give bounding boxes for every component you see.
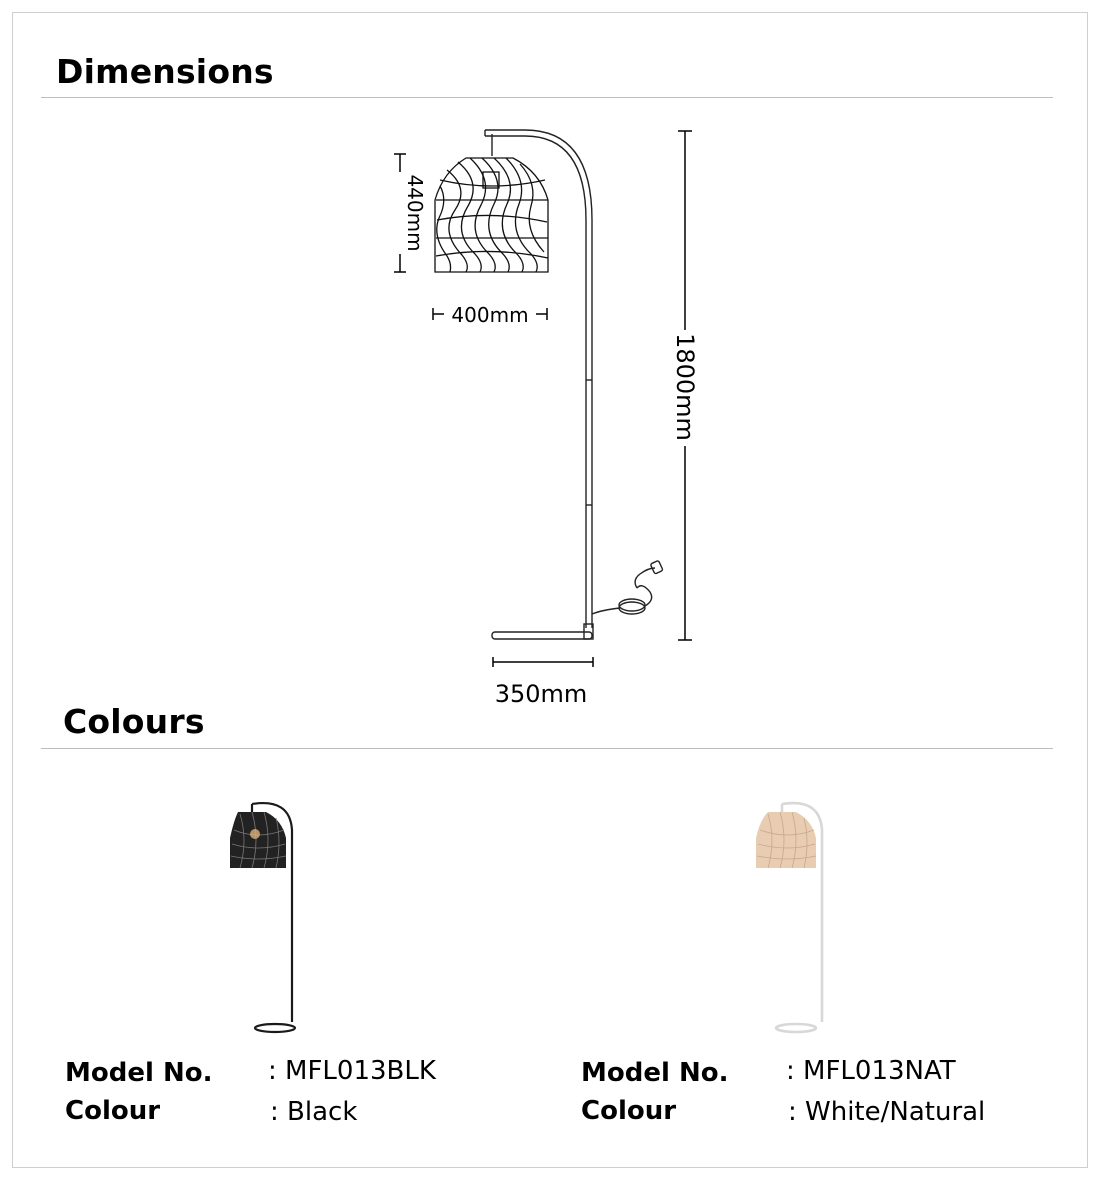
- variant-2-colour-value: : White/Natural: [788, 1097, 986, 1127]
- dimensions-heading: Dimensions: [56, 52, 274, 91]
- shade-height-label: 440mm: [403, 174, 427, 252]
- lamp-shade-drawing: [435, 158, 548, 272]
- colours-divider: [41, 748, 1053, 749]
- natural-lamp-image: [730, 790, 860, 1040]
- shade-width-label: 400mm: [451, 303, 529, 327]
- total-height-label: 1800mm: [671, 333, 699, 441]
- black-lamp-image: [200, 790, 330, 1040]
- variant-1-colour-value: : Black: [270, 1097, 358, 1127]
- lamp-stem-drawing: [485, 130, 663, 639]
- variant-1-model-value: : MFL013BLK: [268, 1056, 436, 1086]
- base-width-dimension: [493, 657, 593, 667]
- variant-1-colour-label: Colour: [65, 1096, 161, 1126]
- base-width-label: 350mm: [494, 680, 588, 708]
- variant-2-colour-label: Colour: [581, 1096, 677, 1126]
- colours-heading: Colours: [63, 702, 205, 741]
- variant-2-model-value: : MFL013NAT: [786, 1056, 956, 1086]
- variant-1-model-label: Model No.: [65, 1058, 213, 1088]
- variant-2-model-label: Model No.: [581, 1058, 729, 1088]
